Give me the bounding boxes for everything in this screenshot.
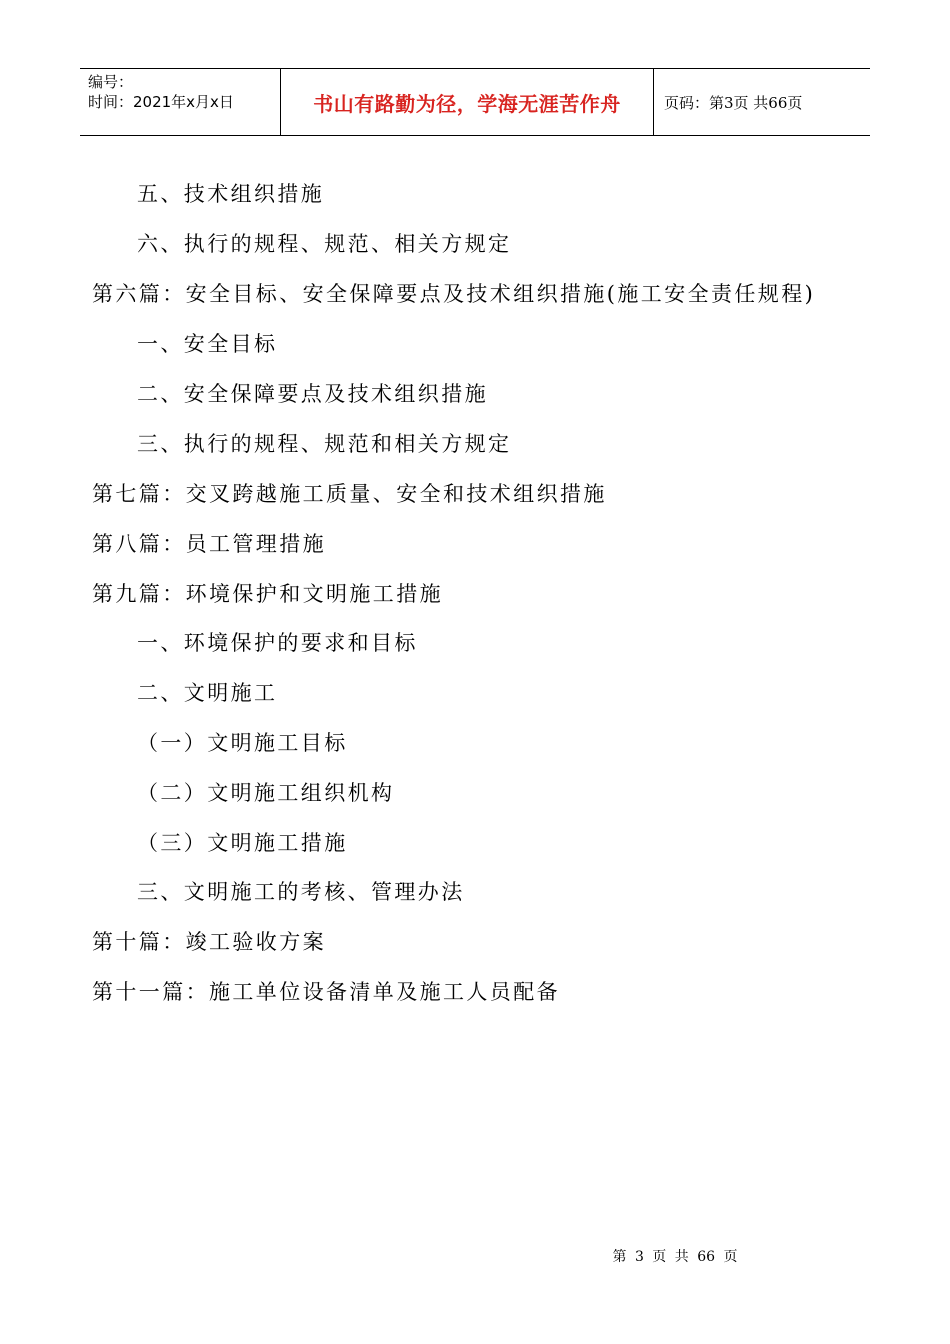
toc-chapter: 第十篇：竣工验收方案 <box>92 930 326 954</box>
toc-entry: 二、文明施工 <box>137 681 278 705</box>
toc-subentry: （二）文明施工组织机构 <box>137 781 395 805</box>
toc-subentry: （一）文明施工目标 <box>137 731 348 755</box>
toc-chapter: 第八篇：员工管理措施 <box>92 532 326 556</box>
toc-entry: 三、文明施工的考核、管理办法 <box>137 880 465 904</box>
toc-subentry: （三）文明施工措施 <box>137 831 348 855</box>
header-motto-cell <box>281 69 654 135</box>
toc-chapter: 第十一篇：施工单位设备清单及施工人员配备 <box>92 980 560 1004</box>
document-header <box>80 68 870 136</box>
toc-entry: 二、安全保障要点及技术组织措施 <box>137 382 488 406</box>
document-number-label: 编号： <box>88 73 134 91</box>
toc-entry: 五、技术组织措施 <box>137 182 325 206</box>
toc-chapter: 第六篇：安全目标、安全保障要点及技术组织措施(施工安全责任规程) <box>92 282 816 306</box>
header-page-cell <box>654 69 870 135</box>
header-page-info: 页码：第3页 共66页 <box>664 93 803 112</box>
page-footer: 第 3 页 共 66 页 <box>612 1249 738 1265</box>
header-motto: 书山有路勤为径，学海无涯苦作舟 <box>313 91 621 116</box>
toc-entry: 三、执行的规程、规范和相关方规定 <box>137 432 512 456</box>
toc-entry: 一、安全目标 <box>137 332 278 356</box>
toc-chapter: 第七篇：交叉跨越施工质量、安全和技术组织措施 <box>92 482 607 506</box>
header-meta-cell <box>80 69 281 135</box>
toc-entry: 六、执行的规程、规范、相关方规定 <box>137 232 512 256</box>
document-date-label: 时间：2021年x月x日 <box>88 93 234 111</box>
toc-entry: 一、环境保护的要求和目标 <box>137 631 418 655</box>
toc-chapter: 第九篇：环境保护和文明施工措施 <box>92 582 443 606</box>
